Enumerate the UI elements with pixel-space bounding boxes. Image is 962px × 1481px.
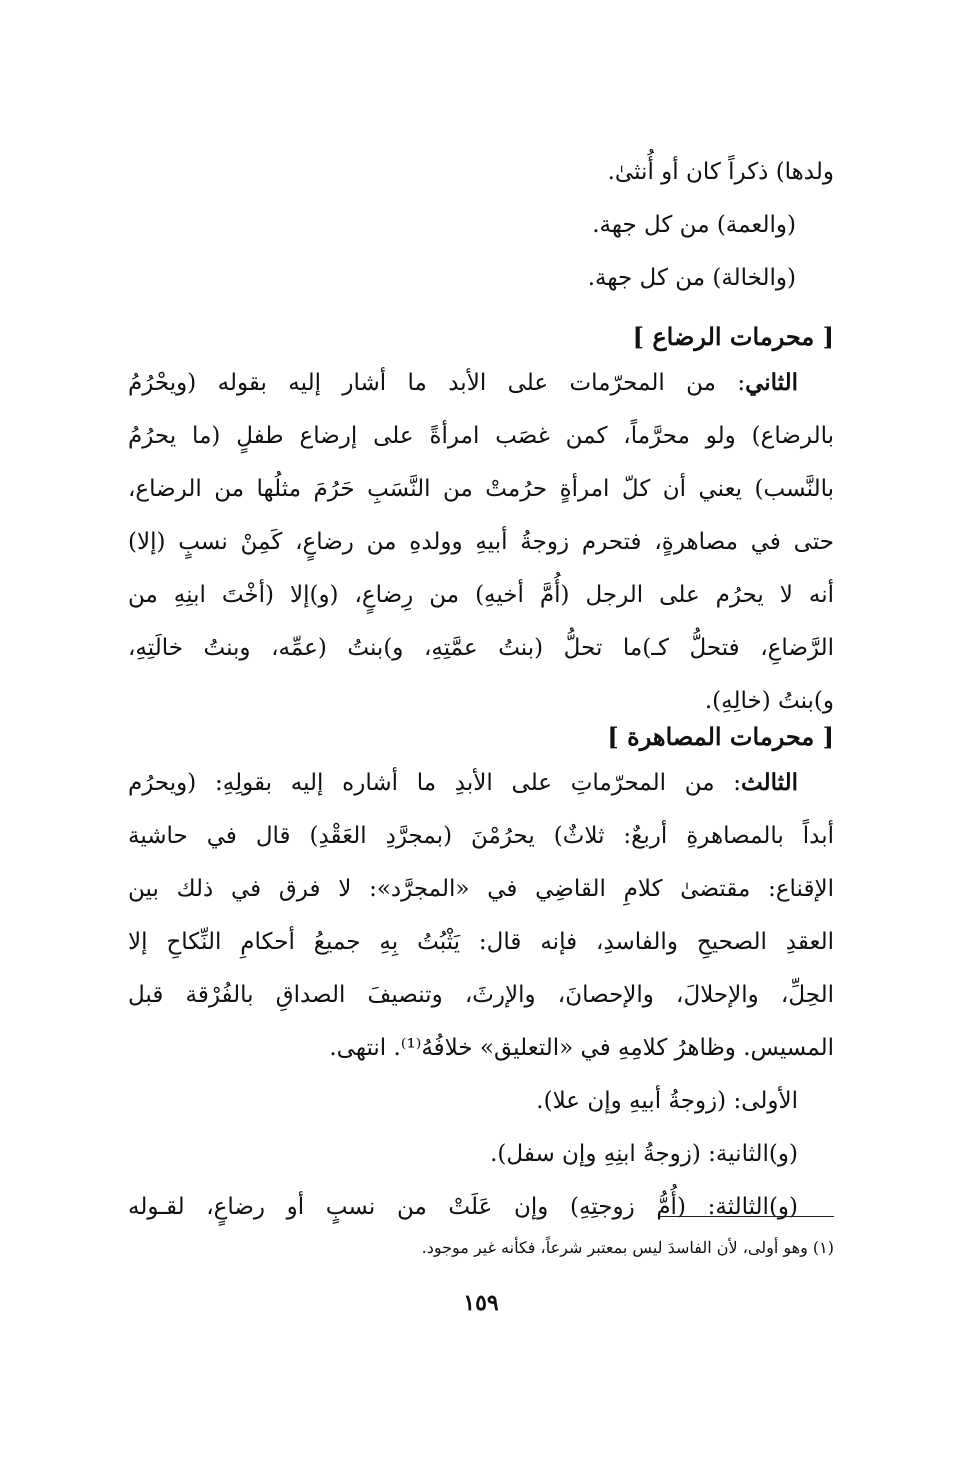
heading-musahara: [ محرمات المصاهرة ]: [607, 722, 834, 751]
intro-block: [128, 146, 834, 305]
footnote-rule: [658, 1216, 834, 1217]
intro-line-1: ولدها) ذكراً كان أو أُنثىٰ.: [607, 159, 834, 185]
musahara-item-1: الأولى: (زوجةُ أبيهِ وإن علا).: [536, 1088, 798, 1114]
page-number: ١٥٩: [463, 1290, 499, 1316]
musahara-last-line: (و)الثالثة: (أُمُّ زوجتِهِ) وإن عَلَتْ من نسبٍ أو رضاعٍ، لقـوله: [128, 1194, 798, 1220]
footnote: (١) وهو أولى، لأن الفاسدَ ليس بمعتبر شرعاً، فكأنه غير موجود.: [421, 1238, 834, 1257]
radaa-line-2: بالرضاع) ولو محرَّماً، كمن غصَب امرأةً على إرضاع طفلٍ (ما يحرُمُ: [128, 423, 834, 449]
musahara-line-1-text: : من المحرّماتِ على الأبدِ ما أشاره إليه بقولِهِ: (ويحرُم: [128, 770, 742, 796]
radaa-line-4: حتى في مصاهرةٍ، فتحرم زوجةُ أبيهِ وولدهِ من رضاعٍ، كَمِنْ نسبٍ (إلا): [128, 529, 834, 555]
radaa-line-1-text: : من المحرّمات على الأبد ما أشار إليه بقوله (ويحْرُمُ: [128, 370, 746, 396]
radaa-line-1: [128, 356, 834, 410]
radaa-lead: الثاني: [745, 369, 798, 396]
musahara-item-2: (و)الثانية: (زوجةُ ابنِهِ وإن سفل).: [490, 1141, 798, 1167]
radaa-paragraph: [128, 356, 834, 728]
musahara-paragraph: [128, 756, 834, 1234]
musahara-line-2: أبداً بالمصاهرةِ أربعٌ: ثلاثٌ) يحرُمْنَ (بمجرَّدِ العَقْدِ) قال في حاشية: [128, 823, 834, 849]
radaa-line-6: الرَّضاعِ، فتحلُّ كـ)ما تحلُّ (بنتُ عمَّتِهِ، و)بنتُ (عمِّه، وبنتُ خالَتِهِ،: [128, 635, 834, 661]
radaa-line-3: بالنَّسب) يعني أن كلّ امرأةٍ حرُمتْ من النَّسَبِ حَرُمَ مثلُها من الرضاع،: [128, 476, 834, 502]
musahara-line-3: الإقناع: مقتضىٰ كلامِ القاضِي في «المجرَّد»: لا فرق في ذلك بين: [128, 876, 834, 902]
musahara-line-4: العقدِ الصحيحِ والفاسدِ، فإنه قال: يَثْبُتُ بِهِ جميعُ أحكامِ النِّكاحِ إلا: [128, 929, 834, 955]
musahara-line-1: [128, 756, 834, 810]
musahara-lead: الثالث: [741, 769, 798, 796]
radaa-line-7: و)بنتُ (خالِهِ).: [704, 688, 834, 714]
heading-radaa: [ محرمات الرضاع ]: [632, 322, 834, 351]
musahara-line-6: المسيس. وظاهرُ كلامِهِ في «التعليق» خلافُهُ⁽¹⁾. انتهى.: [329, 1035, 834, 1061]
intro-line-2: (والعمة) من كل جهة.: [592, 212, 796, 238]
musahara-line-5: الحِلِّ، والإحلالَ، والإحصانَ، والإرثَ، وتنصيفَ الصداقِ بالفُرْقة قبل: [128, 982, 834, 1008]
intro-line-3: (والخالة) من كل جهة.: [587, 265, 796, 291]
radaa-line-5: أنه لا يحرُم على الرجل (أُمَّ أخيهِ) من رِضاعٍ، (و)إلا (أخْتَ ابنِهِ من: [128, 582, 834, 608]
